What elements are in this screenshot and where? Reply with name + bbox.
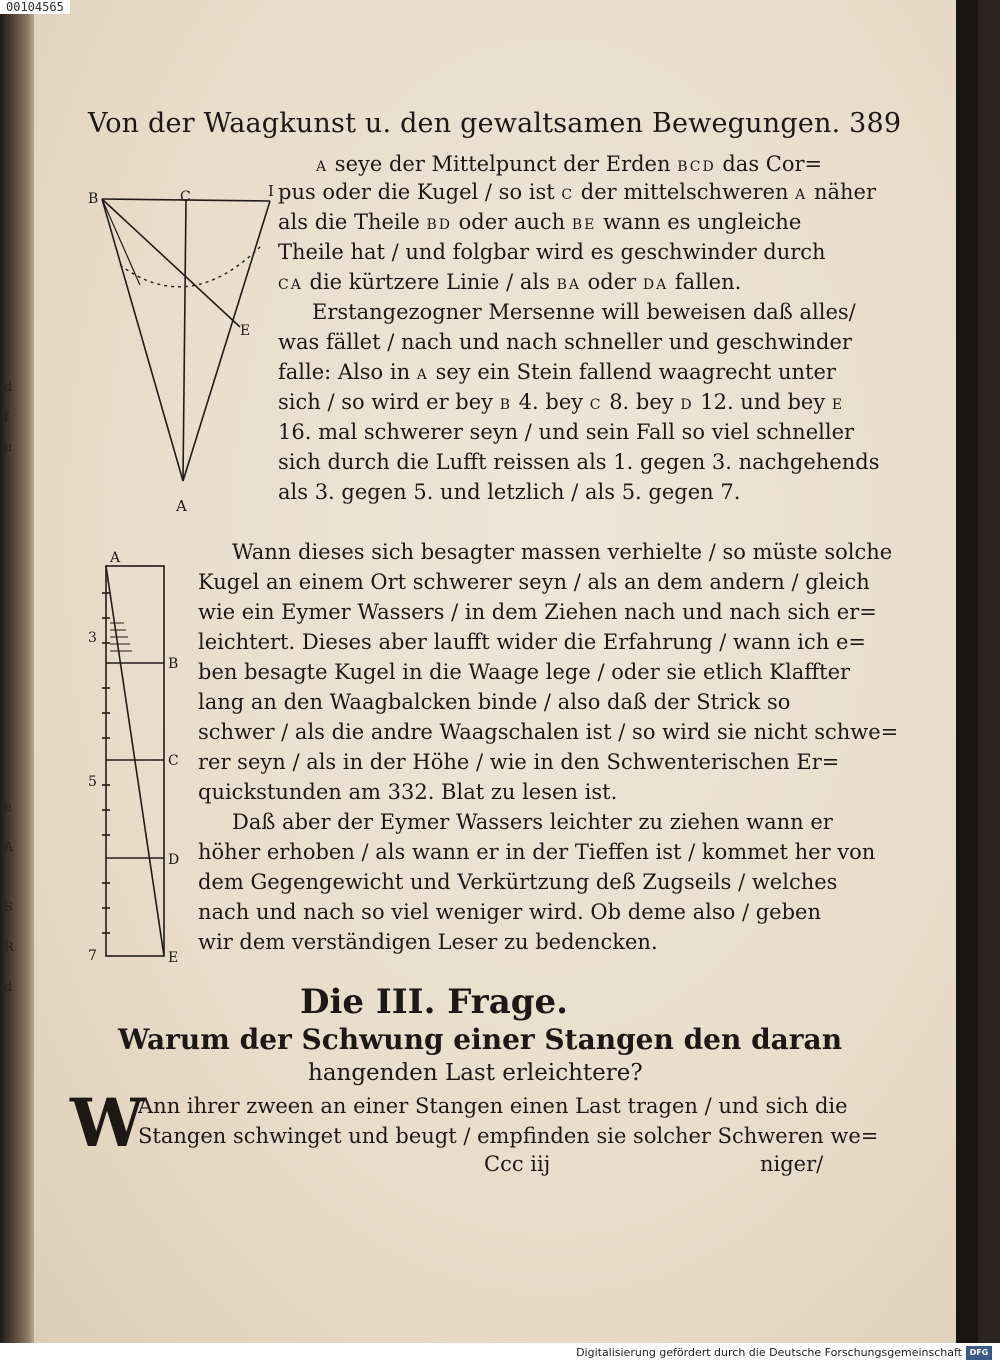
text-line-23: höher erhoben / als wann er in der Tieffen ist / kommet her von: [198, 840, 876, 864]
text-line-22: Daß aber der Eymer Wassers leichter zu ziehen wann er: [232, 810, 833, 834]
section-heading: Die III. Frage.: [300, 982, 568, 1022]
text-line-3: als die Theile BD oder auch BE wann es ungleiche: [278, 210, 802, 234]
text-line-19: schwer / als die andre Waagschalen ist / so wird sie nicht schwe=: [198, 720, 899, 744]
text-line-24: dem Gegengewicht und Verkürtzung deß Zugseils / welches: [198, 870, 838, 894]
dfg-logo-icon: DFG: [966, 1346, 992, 1360]
catchword: niger/: [760, 1152, 824, 1176]
fig1-label-a: A: [176, 497, 187, 515]
text-line-9: sich / so wird er bey B 4. bey C 8. bey D 12. und bey E: [278, 390, 845, 414]
text-line-8: falle: Also in A sey ein Stein fallend waagrecht unter: [278, 360, 836, 384]
text-line-15: wie ein Eymer Wassers / in dem Ziehen nach und nach sich er=: [198, 600, 877, 624]
page-number: 389: [849, 108, 902, 139]
text-line-2: pus oder die Kugel / so ist C der mittelschweren A näher: [278, 180, 876, 204]
text-line-21: quickstunden am 332. Blat zu lesen ist.: [198, 780, 618, 804]
fig2-label-d: D: [168, 852, 180, 868]
book-spine: [0, 0, 34, 1363]
fig2-label-a: A: [110, 550, 121, 566]
fig2-label-e: E: [168, 950, 179, 966]
text-line-5: CA die kürtzere Linie / als BA oder DA fallen.: [278, 270, 742, 294]
signature-mark: Ccc iij: [484, 1152, 551, 1176]
fig2-label-5: 5: [88, 774, 97, 790]
text-line-20: rer seyn / als in der Höhe / wie in den Schwenterischen Er=: [198, 750, 840, 774]
running-header: [88, 110, 901, 138]
question-title: Warum der Schwung einer Stangen den daran: [118, 1023, 843, 1056]
text-line-25: nach und nach so viel weniger wird. Ob deme also / geben: [198, 900, 821, 924]
fig1-label-e: E: [240, 323, 251, 339]
text-line-7: was fället / nach und nach schneller und geschwinder: [278, 330, 852, 354]
footer-text: Digitalisierung gefördert durch die Deutsche Forschungsgemeinschaft: [576, 1346, 962, 1359]
text-line-13: Wann dieses sich besagter massen verhielte / so müste solche: [232, 540, 893, 564]
drop-cap: W: [70, 1084, 145, 1162]
figure-2-column-diagram: [88, 548, 198, 968]
text-line-1: A seye der Mittelpunct der Erden BCD das Cor=: [316, 152, 823, 176]
text-line-18: lang an den Waagbalcken binde / also daß der Strick so: [198, 690, 791, 714]
question-title-continued: hangenden Last erleichtere?: [308, 1060, 643, 1086]
text-line-27: Ann ihrer zween an einer Stangen einen Last tragen / und sich die: [138, 1094, 848, 1118]
fig1-label-b: B: [88, 191, 99, 207]
facing-page-edge: d f u e A S R d: [4, 380, 14, 995]
fig1-label-i: I: [268, 182, 274, 200]
text-line-16: leichtert. Dieses aber laufft wider die Erfahrung / wann ich e=: [198, 630, 866, 654]
text-line-11: sich durch die Lufft reissen als 1. gegen 3. nachgehends: [278, 450, 880, 474]
footer-bar: [0, 1343, 1000, 1363]
fig2-label-7: 7: [88, 948, 97, 964]
fig1-label-c: C: [180, 189, 191, 205]
text-line-10: 16. mal schwerer seyn / und sein Fall so viel schneller: [278, 420, 855, 444]
running-title: Von der Waagkunst u. den gewaltsamen Bewegungen.: [88, 108, 841, 139]
text-line-14: Kugel an einem Ort schwerer seyn / als an dem andern / gleich: [198, 570, 870, 594]
text-line-12: als 3. gegen 5. und letzlich / als 5. gegen 7.: [278, 480, 741, 504]
fig2-label-3: 3: [88, 630, 97, 646]
text-line-4: Theile hat / und folgbar wird es geschwinder durch: [278, 240, 826, 264]
archive-code: 00104565: [0, 0, 70, 14]
fig2-label-c: C: [168, 753, 179, 769]
text-line-28: Stangen schwinget und beugt / empfinden sie solcher Schweren we=: [138, 1124, 879, 1148]
page-edge-shadow: [956, 0, 978, 1343]
text-line-6: Erstangezogner Mersenne will beweisen daß alles/: [312, 300, 856, 324]
text-line-26: wir dem verständigen Leser zu bedencken.: [198, 930, 658, 954]
fig2-label-b: B: [168, 656, 179, 672]
text-line-17: ben besagte Kugel in die Waage lege / oder sie etlich Klaffter: [198, 660, 851, 684]
figure-1-triangle-diagram: [80, 185, 280, 515]
